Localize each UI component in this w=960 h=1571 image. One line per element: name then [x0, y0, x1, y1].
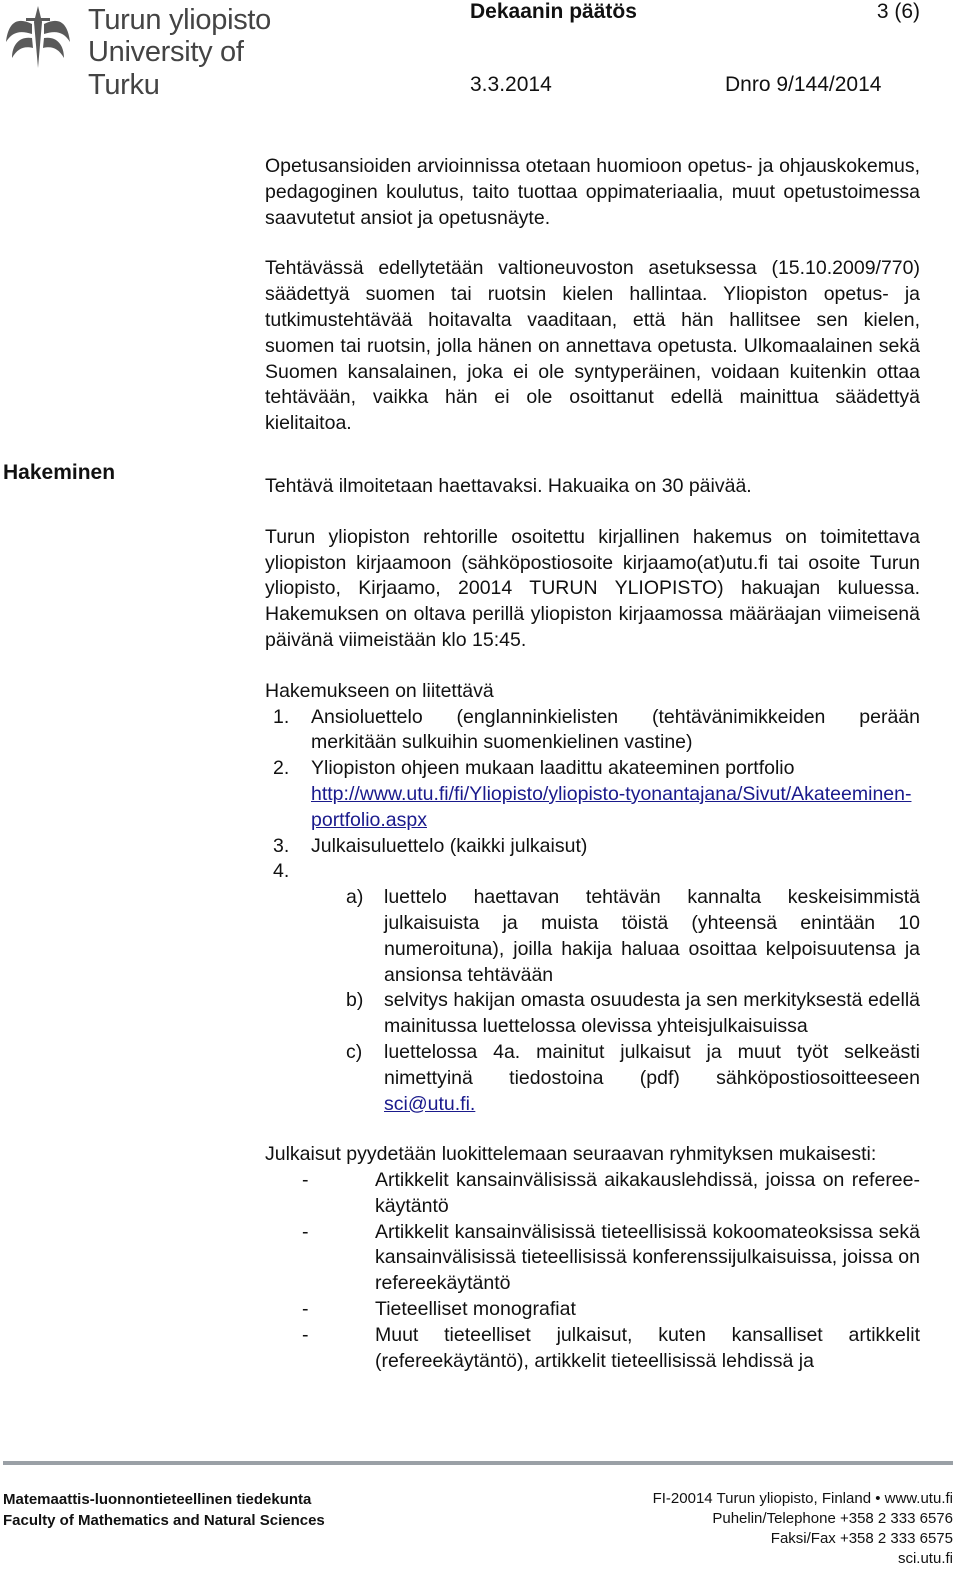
- paragraph-submission: Turun yliopiston rehtorille osoitettu kirjallinen hakemus on toimitettava yliopiston kirjaamoon (sähköpostiosoite kirjaamo(at)utu.fi tai osoite Turun yliopisto, Kirjaamo, 20014 TURUN YLIOPISTO) hakuajan kuluessa. Hakemuksen on oltava perillä yliopiston kirjaamossa määräajan viimeisenä päivänä viimeistään klo 15:45.: [265, 525, 920, 651]
- publication-sublist: [265, 885, 920, 1117]
- attachments-heading: Hakemukseen on liitettävä: [265, 679, 494, 702]
- portfolio-link[interactable]: http://www.utu.fi/fi/Yliopisto/yliopisto-tyonantajana/Sivut/Akateeminen-portfolio.aspx: [311, 782, 912, 831]
- document-reference: Dnro 9/144/2014: [725, 73, 882, 96]
- footer-contact: [653, 1489, 953, 1569]
- footer-faculty: [3, 1489, 325, 1531]
- section-heading-hakeminen: Hakeminen: [3, 461, 116, 484]
- document-body: [265, 154, 920, 1374]
- logo-text-en: University of Turku: [88, 36, 244, 101]
- university-logo: [0, 0, 300, 101]
- logo-text-fi: Turun yliopisto: [88, 4, 272, 36]
- page-number: 3 (6): [876, 0, 920, 23]
- list-item: - Artikkelit kansainvälisissä tieteellisissä kokoomateoksissa sekä kansainvälisissä tieteellisissä konferenssijulkaisuissa, joissa on refereekäytäntö: [302, 1220, 920, 1295]
- list-item: c) luettelossa 4a. mainitut julkaisut ja muut työt selkeästi nimettyinä tiedostoina (pdf) sähköpostiosoitteeseen sci@utu.fi.: [346, 1040, 920, 1115]
- paragraph-language: Tehtävässä edellytetään valtioneuvoston asetuksessa (15.10.2009/770) säädettyä suomen tai ruotsin kielen hallintaa. Yliopiston opetus- ja tutkimustehtävää hoitavalta vaaditaan, että hän hallitsee sen kielen, suomen tai ruotsin, jolla hänen on annettava opetusta. Ulkomaalainen sekä Suomen kansalainen, joka ei ole syntyperäinen, voidaan kuitenkin ottaa tehtävään, vaikka hän ei ole osoittanut edellä mainittua säädettyä kielitaitoa.: [265, 257, 920, 435]
- list-item: a) luettelo haettavan tehtävän kannalta keskeisimmistä julkaisuista ja muista töistä (yhteensä enintään 10 numeroituna), joilla hakija haluaa osoittaa kelpoisuutensa ja ansionsa tehtävään: [346, 886, 920, 986]
- publication-categories: [265, 1168, 920, 1374]
- footer-website: sci.utu.fi: [897, 1550, 953, 1567]
- footer-phone: Puhelin/Telephone +358 2 333 6576: [712, 1510, 953, 1527]
- paragraph-application-period: Tehtävä ilmoitetaan haettavaksi. Hakuaika on 30 päivää.: [265, 474, 752, 497]
- list-item: - Tieteelliset monografiat: [302, 1298, 576, 1321]
- paragraph-teaching-merits: Opetusansioiden arvioinnissa otetaan huomioon opetus- ja ohjauskokemus, pedagoginen koulutus, taito tuottaa oppimateriaalia, muut opetustoimessa saavutetut ansiot ja opetusnäyte.: [265, 155, 920, 229]
- faculty-name-fi: Matemaattis-luonnontieteellinen tiedekunta: [3, 1491, 312, 1508]
- footer-divider: [3, 1461, 953, 1465]
- document-date: 3.3.2014: [470, 73, 552, 96]
- faculty-name-en: Faculty of Mathematics and Natural Sciences: [3, 1512, 325, 1529]
- list-item: 1. Ansioluettelo (englanninkielisten (tehtävänimikkeiden perään merkitään sulkuihin suomenkielinen vastine): [273, 705, 920, 754]
- attachments-list: [265, 705, 920, 886]
- document-title: Dekaanin päätös: [470, 0, 637, 23]
- list-item: 2. Yliopiston ohjeen mukaan laaditt﻿u akateeminen portfolio http://www.utu.fi/fi/Yliopisto/yliopisto-tyonantajana/Sivut/Akateeminen-portfolio.aspx: [273, 757, 912, 831]
- footer-address: FI-20014 Turun yliopisto, Finland • www.utu.fi: [652, 1490, 953, 1507]
- email-link[interactable]: sci@utu.fi.: [384, 1092, 476, 1115]
- publication-intro: Julkaisut pyydetään luokittelemaan seuraavan ryhmityksen mukaisesti:: [265, 1143, 877, 1166]
- footer-fax: Faksi/Fax +358 2 333 6575: [770, 1530, 953, 1547]
- list-item: 4.: [273, 860, 290, 883]
- list-item: b) selvitys hakijan omasta osuudesta ja sen merkityksestä edellä mainitussa luettelossa olevissa yhteisjulkaisuissa: [346, 989, 920, 1038]
- list-item: 3. Julkaisuluettelo (kaikki julkaisut): [273, 834, 588, 857]
- university-emblem-icon: [2, 2, 74, 72]
- list-item: - Muut tieteelliset julkaisut, kuten kansalliset artikkelit (refereekäytäntö), artikkelit tieteellisissä lehdissä ja: [302, 1323, 920, 1372]
- list-item: - Artikkelit kansainvälisissä aikakauslehdissä, joissa on referee-käytäntö: [302, 1169, 920, 1217]
